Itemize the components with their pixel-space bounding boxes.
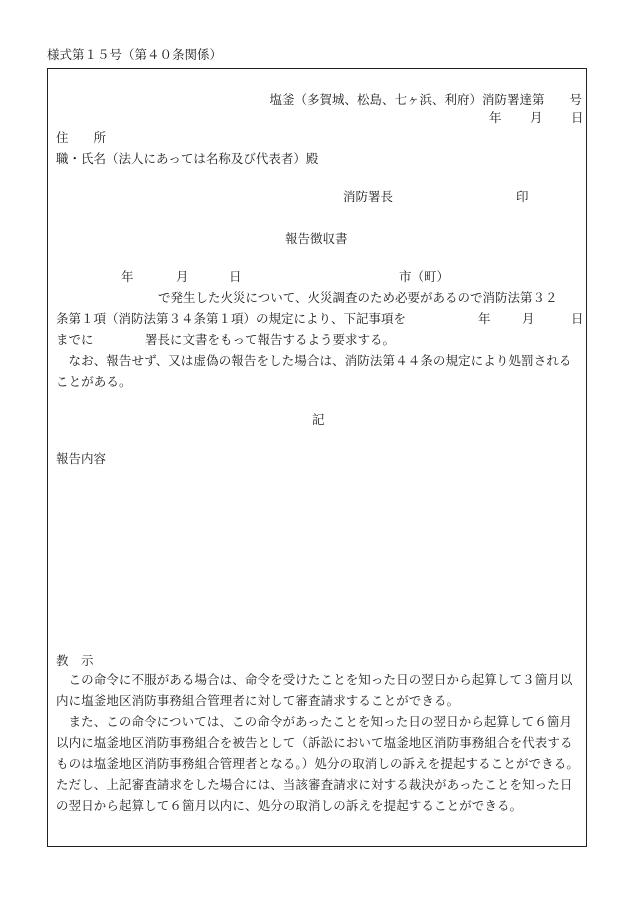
document-title: 報告徴収書: [285, 231, 348, 246]
date-day: 日: [571, 110, 584, 125]
body-line-3b: 署長に文書をもって報告するよう要求する。: [145, 332, 396, 347]
report-contents-label: 報告内容: [56, 451, 107, 466]
instruction-paragraph-1: この命令に不服がある場合は、命令を受けたことを知った日の翌日から起算して３箇月以内に塩釜地区消防事務組合管理者に対して審査請求することができる。: [56, 672, 573, 708]
penalty-paragraph: なお、報告せず、又は虚偽の報告をした場合は、消防法第４４条の規定により処罰されることがある。: [56, 353, 572, 389]
body-line-3a: までに: [56, 332, 94, 347]
fire-date-month: 月: [176, 269, 189, 284]
ki-mark: 記: [312, 412, 325, 427]
deadline-month: 月: [522, 311, 535, 326]
date-year: 年: [489, 110, 502, 125]
recipient-name-label: 職・氏名（法人にあっては名称及び代表者）殿: [56, 151, 319, 166]
body-line-1: で発生した火災について、火災調査のため必要があるので消防法第３２: [158, 290, 558, 305]
seal-mark: 印: [516, 189, 529, 204]
form-number: 様式第１５号（第４０条関係）: [47, 47, 223, 62]
instruction-paragraph-2: また、この命令については、この命令があったことを知った日の翌日から起算して６箇月以内に塩釜地区消防事務組合を被告として（訴訟において塩釜地区消防事務組合を代表するものは塩釜地区消防事務組合管理者となる。）処分の取消しの訴えを提起することができる。ただし、上記審査請求をした場合には、当該審査請求に対する裁決があったことを知った日の翌日から起算して６箇月以内に、処分の取消しの訴えを提起することができる。: [56, 714, 579, 813]
fire-date-day: 日: [229, 269, 242, 284]
deadline-day: 日: [571, 311, 584, 326]
date-month: 月: [530, 110, 543, 125]
issuer-line: 塩釜（多賀城、松島、七ヶ浜、利府）消防署達第 号: [269, 92, 582, 107]
instruction-heading: 教 示: [56, 653, 94, 668]
sender-title: 消防署長: [343, 189, 394, 204]
fire-city: 市（町）: [399, 269, 450, 284]
deadline-year: 年: [478, 311, 491, 326]
fire-date-year: 年: [121, 269, 134, 284]
body-line-2: 条第１項（消防法第３４条第１項）の規定により、下記事項を: [56, 311, 407, 326]
address-label: 住 所: [56, 130, 107, 145]
